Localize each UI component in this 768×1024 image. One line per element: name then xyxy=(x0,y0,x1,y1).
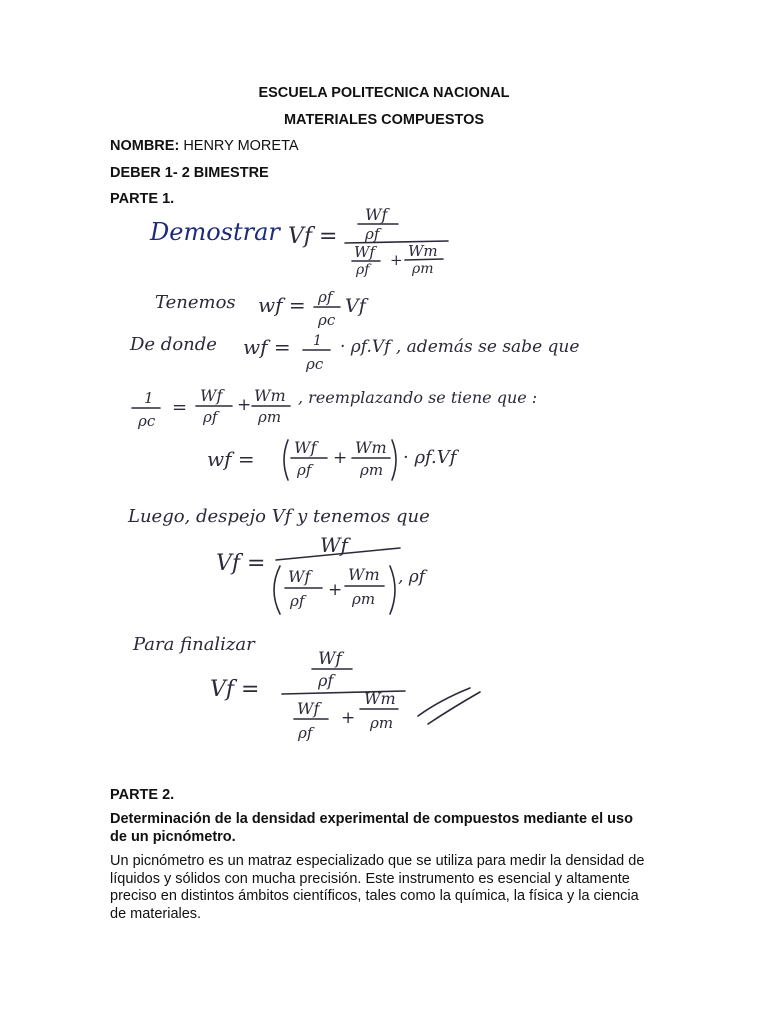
part1-heading: PARTE 1. xyxy=(110,191,175,207)
hw-l9-b-top: Wm xyxy=(364,689,396,708)
hw-l7-a-bot: ρf xyxy=(290,592,305,610)
hw-l6-text: Luego, despejo Vf y tenemos que xyxy=(128,506,430,527)
hw-l1-den-a-top: Wf xyxy=(354,243,375,261)
hw-l5-b-top: Wm xyxy=(355,438,387,457)
hw-l3-word: De donde xyxy=(130,334,217,355)
hw-l9-a-top: Wf xyxy=(297,699,320,718)
hw-l1-lhs: Vf = xyxy=(288,224,338,249)
hw-l5-a-top: Wf xyxy=(294,438,317,457)
hw-l5-plus: + xyxy=(333,448,348,468)
hw-l3-frac-bot: ρc xyxy=(306,355,324,373)
student-name-line xyxy=(110,138,299,154)
hw-l9-b-bot: ρm xyxy=(370,714,394,732)
hw-l9-a-bot: ρf xyxy=(298,724,313,742)
hw-l7-lhs: Vf = xyxy=(216,551,266,576)
hw-l1-den-b-bot: ρm xyxy=(412,261,434,277)
hw-l9-plus: + xyxy=(341,708,356,728)
hw-l7-b-bot: ρm xyxy=(352,590,376,608)
hw-l7-plus: + xyxy=(328,580,343,600)
hw-l1-den-b-top: Wm xyxy=(408,242,438,260)
part2-body: Un picnómetro es un matraz especializado que se utiliza para medir la densidad de líquidos y sólidos con mucha precisión. Este instrumento es esencial y altamente preciso en distintos ámbitos científicos, tales como la química, la física y la ciencia de materiales. xyxy=(110,853,645,922)
hw-l1-num-bot: ρf xyxy=(365,225,380,243)
hw-l5-paren-right xyxy=(392,440,396,480)
hw-l5-b-bot: ρm xyxy=(360,461,384,479)
hw-l3-tail: · ρf.Vf , además se sabe que xyxy=(340,337,580,357)
course-title: MATERIALES COMPUESTOS xyxy=(283,112,485,128)
hw-l5-lhs: wf = xyxy=(207,447,255,471)
hw-l9-lhs: Vf = xyxy=(210,677,260,702)
part2-heading: PARTE 2. xyxy=(110,787,175,803)
hw-l4-b-top: Wm xyxy=(254,386,286,405)
hw-l9-num-top: Wf xyxy=(318,649,342,669)
hw-l5-tail: · ρf.Vf xyxy=(403,447,457,468)
hw-l2-lhs: wf = xyxy=(258,293,306,317)
school-title: ESCUELA POLITECNICA NACIONAL xyxy=(258,85,510,101)
hw-l4-tail: , reemplazando se tiene que : xyxy=(298,388,538,407)
name-value: HENRY MORETA xyxy=(183,138,299,154)
name-label: NOMBRE: xyxy=(110,138,180,154)
hw-l2-frac-bot: ρc xyxy=(318,311,336,329)
part2-subheading: Determinación de la densidad experimental de compuestos mediante el uso de un picnómetro. xyxy=(110,811,633,845)
hw-l2-word: Tenemos xyxy=(155,292,236,313)
hw-final-mark-2 xyxy=(428,692,480,724)
hw-l7-paren-right xyxy=(390,566,395,614)
hw-l4-frac-bot: ρc xyxy=(138,412,156,430)
assignment-title: DEBER 1- 2 BIMESTRE xyxy=(110,165,269,181)
hw-l3-frac-top: 1 xyxy=(313,333,322,349)
hw-l4-frac-top: 1 xyxy=(144,389,154,407)
hw-l1-rule-b xyxy=(405,259,443,260)
hw-l5-a-bot: ρf xyxy=(297,461,312,479)
hw-l7-num: Wf xyxy=(320,533,348,557)
hw-l9-num-bot: ρf xyxy=(318,671,334,690)
hw-l7-tail: , ρf xyxy=(398,567,426,587)
hw-l7-a-top: Wf xyxy=(288,567,311,586)
hw-l4-b-bot: ρm xyxy=(258,408,282,426)
hw-l1-den-a-bot: ρf xyxy=(356,262,370,278)
hw-l1-den-plus: + xyxy=(390,251,403,269)
hw-l4-a-top: Wf xyxy=(200,386,223,405)
hw-l7-paren-left xyxy=(274,566,280,614)
handwritten-derivation xyxy=(0,188,768,763)
hw-l5-paren-left xyxy=(284,440,288,480)
hw-l4-plus: + xyxy=(237,395,252,415)
hw-l2-tail: Vf xyxy=(345,295,366,317)
hw-l7-b-top: Wm xyxy=(348,565,380,584)
hw-l2-frac-top: ρf xyxy=(318,288,333,306)
hw-l1-word: Demostrar xyxy=(150,218,280,246)
hw-l4-a-bot: ρf xyxy=(203,408,218,426)
hw-l8-text: Para finalizar xyxy=(133,634,255,655)
hw-l3-lhs: wf = xyxy=(243,335,291,359)
hw-l1-num-top: Wf xyxy=(365,205,388,224)
hw-l4-eq: = xyxy=(172,397,188,418)
